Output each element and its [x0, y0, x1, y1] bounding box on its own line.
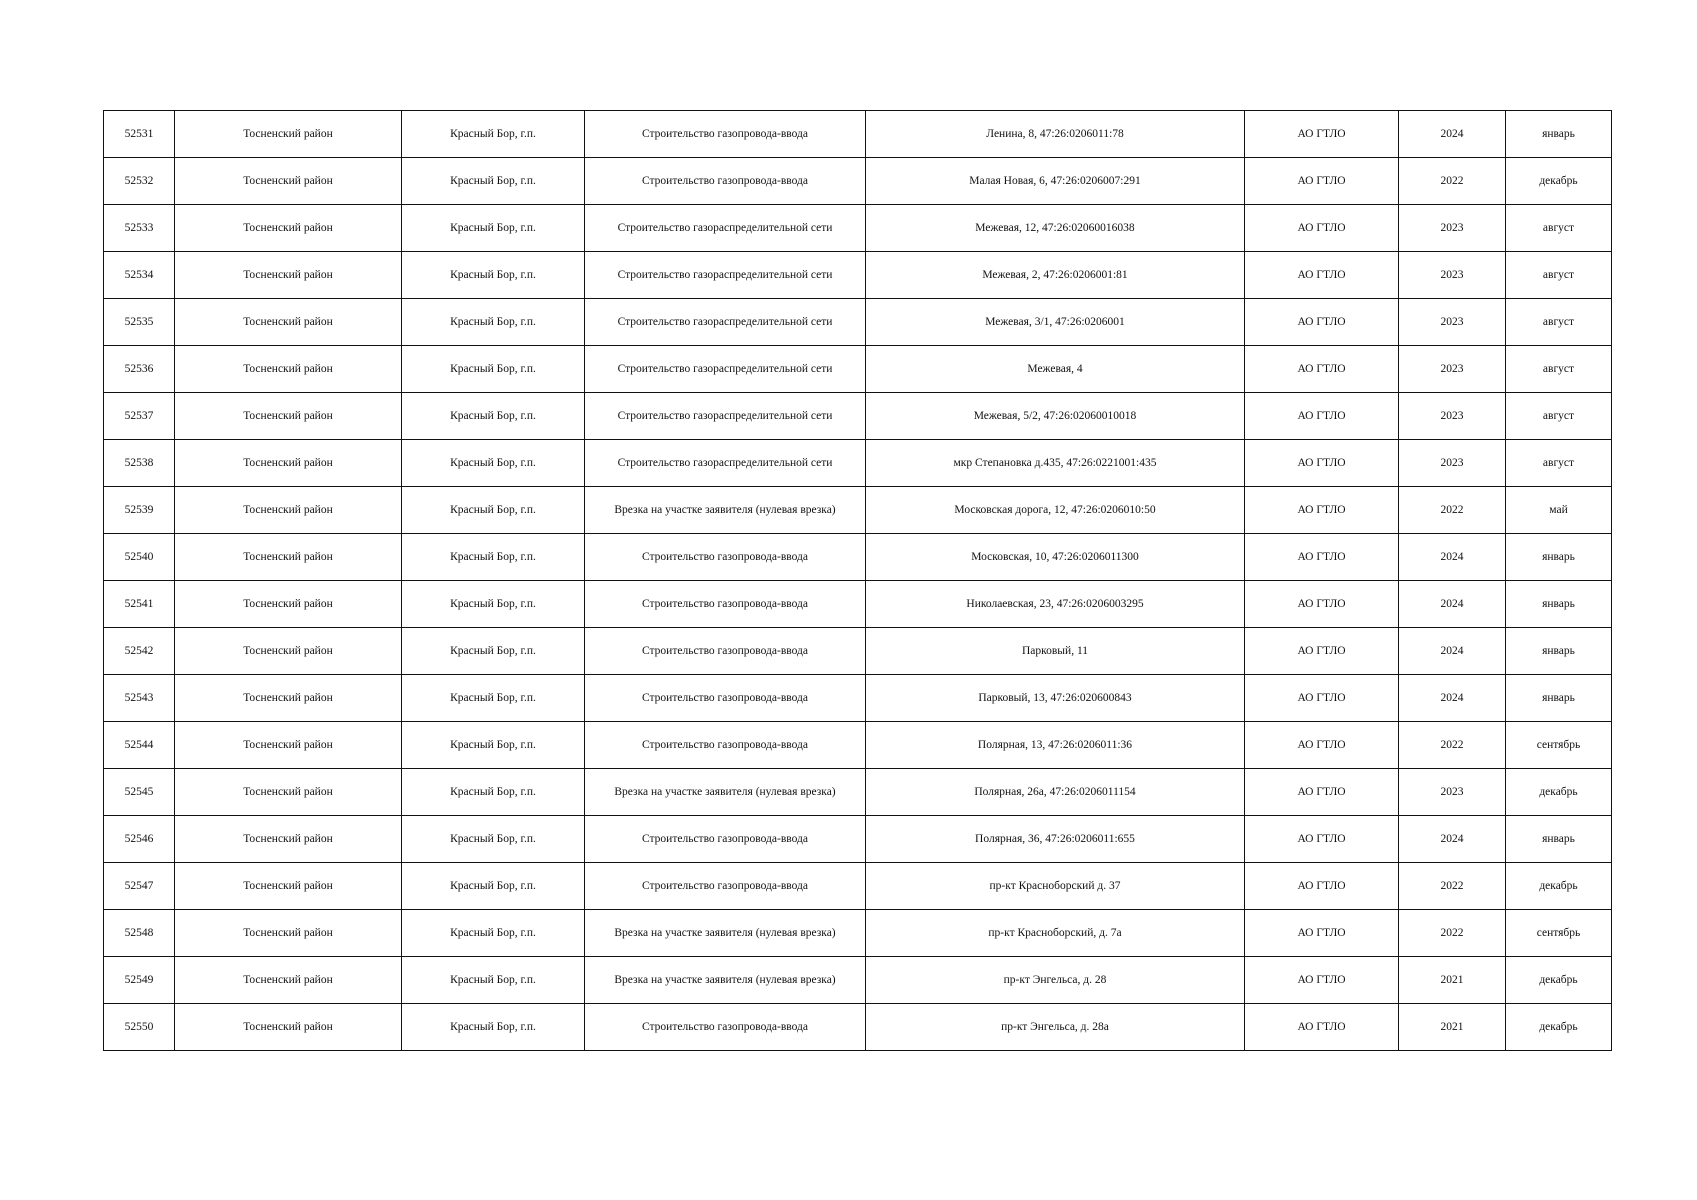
cell-address: пр-кт Красноборский, д. 7а — [866, 910, 1245, 957]
table-row — [104, 675, 1612, 722]
cell-district: Тосненский район — [175, 675, 402, 722]
cell-year: 2024 — [1399, 628, 1506, 675]
cell-id: 52539 — [104, 487, 175, 534]
cell-month: август — [1506, 205, 1612, 252]
table-row — [104, 299, 1612, 346]
cell-settlement: Красный Бор, г.п. — [402, 299, 585, 346]
cell-id: 52536 — [104, 346, 175, 393]
cell-district: Тосненский район — [175, 205, 402, 252]
cell-work-type: Строительство газопровода-ввода — [585, 581, 866, 628]
cell-month: август — [1506, 252, 1612, 299]
cell-id: 52543 — [104, 675, 175, 722]
cell-settlement: Красный Бор, г.п. — [402, 910, 585, 957]
table-row — [104, 722, 1612, 769]
cell-year: 2021 — [1399, 1004, 1506, 1051]
cell-organization: АО ГТЛО — [1245, 111, 1399, 158]
cell-organization: АО ГТЛО — [1245, 487, 1399, 534]
cell-month: сентябрь — [1506, 910, 1612, 957]
cell-address: Николаевская, 23, 47:26:0206003295 — [866, 581, 1245, 628]
cell-organization: АО ГТЛО — [1245, 581, 1399, 628]
cell-district: Тосненский район — [175, 957, 402, 1004]
cell-address: пр-кт Энгельса, д. 28 — [866, 957, 1245, 1004]
cell-year: 2023 — [1399, 252, 1506, 299]
cell-district: Тосненский район — [175, 299, 402, 346]
cell-address: Полярная, 13, 47:26:0206011:36 — [866, 722, 1245, 769]
cell-work-type: Врезка на участке заявителя (нулевая врезка) — [585, 910, 866, 957]
cell-month: август — [1506, 346, 1612, 393]
cell-settlement: Красный Бор, г.п. — [402, 346, 585, 393]
cell-address: Полярная, 36, 47:26:0206011:655 — [866, 816, 1245, 863]
cell-work-type: Строительство газопровода-ввода — [585, 1004, 866, 1051]
cell-id: 52531 — [104, 111, 175, 158]
cell-settlement: Красный Бор, г.п. — [402, 393, 585, 440]
cell-id: 52533 — [104, 205, 175, 252]
table-row — [104, 581, 1612, 628]
cell-organization: АО ГТЛО — [1245, 816, 1399, 863]
table-row — [104, 863, 1612, 910]
cell-district: Тосненский район — [175, 393, 402, 440]
cell-id: 52544 — [104, 722, 175, 769]
cell-work-type: Строительство газопровода-ввода — [585, 722, 866, 769]
cell-work-type: Строительство газораспределительной сети — [585, 393, 866, 440]
cell-year: 2023 — [1399, 346, 1506, 393]
cell-address: Полярная, 26а, 47:26:0206011154 — [866, 769, 1245, 816]
cell-work-type: Строительство газопровода-ввода — [585, 534, 866, 581]
cell-address: Парковый, 13, 47:26:020600843 — [866, 675, 1245, 722]
cell-work-type: Врезка на участке заявителя (нулевая врезка) — [585, 487, 866, 534]
cell-organization: АО ГТЛО — [1245, 957, 1399, 1004]
cell-id: 52546 — [104, 816, 175, 863]
cell-organization: АО ГТЛО — [1245, 205, 1399, 252]
cell-work-type: Строительство газопровода-ввода — [585, 628, 866, 675]
cell-year: 2022 — [1399, 158, 1506, 205]
cell-id: 52535 — [104, 299, 175, 346]
cell-work-type: Строительство газораспределительной сети — [585, 440, 866, 487]
cell-work-type: Строительство газопровода-ввода — [585, 158, 866, 205]
cell-settlement: Красный Бор, г.п. — [402, 440, 585, 487]
cell-address: Ленина, 8, 47:26:0206011:78 — [866, 111, 1245, 158]
table-row — [104, 910, 1612, 957]
table-row — [104, 957, 1612, 1004]
cell-year: 2024 — [1399, 534, 1506, 581]
cell-work-type: Строительство газораспределительной сети — [585, 252, 866, 299]
table-row — [104, 346, 1612, 393]
cell-district: Тосненский район — [175, 769, 402, 816]
cell-organization: АО ГТЛО — [1245, 910, 1399, 957]
cell-id: 52534 — [104, 252, 175, 299]
cell-district: Тосненский район — [175, 863, 402, 910]
cell-organization: АО ГТЛО — [1245, 440, 1399, 487]
cell-id: 52548 — [104, 910, 175, 957]
cell-settlement: Красный Бор, г.п. — [402, 581, 585, 628]
cell-year: 2024 — [1399, 581, 1506, 628]
table-row — [104, 393, 1612, 440]
cell-address: Парковый, 11 — [866, 628, 1245, 675]
cell-address: Межевая, 5/2, 47:26:02060010018 — [866, 393, 1245, 440]
cell-month: декабрь — [1506, 957, 1612, 1004]
cell-district: Тосненский район — [175, 722, 402, 769]
cell-district: Тосненский район — [175, 440, 402, 487]
cell-settlement: Красный Бор, г.п. — [402, 252, 585, 299]
cell-organization: АО ГТЛО — [1245, 722, 1399, 769]
cell-id: 52532 — [104, 158, 175, 205]
table-row — [104, 111, 1612, 158]
cell-address: Межевая, 12, 47:26:02060016038 — [866, 205, 1245, 252]
cell-organization: АО ГТЛО — [1245, 346, 1399, 393]
cell-id: 52537 — [104, 393, 175, 440]
cell-month: май — [1506, 487, 1612, 534]
cell-district: Тосненский район — [175, 111, 402, 158]
cell-organization: АО ГТЛО — [1245, 252, 1399, 299]
cell-address: Межевая, 2, 47:26:0206001:81 — [866, 252, 1245, 299]
table-row — [104, 440, 1612, 487]
cell-work-type: Строительство газопровода-ввода — [585, 111, 866, 158]
cell-district: Тосненский район — [175, 816, 402, 863]
cell-district: Тосненский район — [175, 252, 402, 299]
cell-settlement: Красный Бор, г.п. — [402, 628, 585, 675]
cell-organization: АО ГТЛО — [1245, 158, 1399, 205]
cell-settlement: Красный Бор, г.п. — [402, 769, 585, 816]
cell-settlement: Красный Бор, г.п. — [402, 675, 585, 722]
table-row — [104, 628, 1612, 675]
cell-district: Тосненский район — [175, 346, 402, 393]
cell-address: Межевая, 4 — [866, 346, 1245, 393]
cell-id: 52542 — [104, 628, 175, 675]
cell-settlement: Красный Бор, г.п. — [402, 111, 585, 158]
cell-year: 2021 — [1399, 957, 1506, 1004]
cell-year: 2024 — [1399, 675, 1506, 722]
cell-organization: АО ГТЛО — [1245, 863, 1399, 910]
cell-year: 2023 — [1399, 440, 1506, 487]
cell-work-type: Строительство газопровода-ввода — [585, 863, 866, 910]
cell-address: мкр Степановка д.435, 47:26:0221001:435 — [866, 440, 1245, 487]
table-row — [104, 816, 1612, 863]
cell-year: 2022 — [1399, 863, 1506, 910]
cell-month: декабрь — [1506, 1004, 1612, 1051]
cell-organization: АО ГТЛО — [1245, 628, 1399, 675]
cell-organization: АО ГТЛО — [1245, 299, 1399, 346]
cell-work-type: Строительство газопровода-ввода — [585, 816, 866, 863]
cell-settlement: Красный Бор, г.п. — [402, 816, 585, 863]
cell-district: Тосненский район — [175, 581, 402, 628]
cell-work-type: Врезка на участке заявителя (нулевая врезка) — [585, 769, 866, 816]
cell-year: 2024 — [1399, 111, 1506, 158]
cell-work-type: Строительство газораспределительной сети — [585, 346, 866, 393]
cell-work-type: Строительство газопровода-ввода — [585, 675, 866, 722]
cell-settlement: Красный Бор, г.п. — [402, 534, 585, 581]
table-body — [104, 111, 1612, 1051]
cell-id: 52549 — [104, 957, 175, 1004]
cell-month: январь — [1506, 675, 1612, 722]
cell-month: август — [1506, 393, 1612, 440]
cell-month: январь — [1506, 628, 1612, 675]
cell-id: 52541 — [104, 581, 175, 628]
cell-settlement: Красный Бор, г.п. — [402, 487, 585, 534]
cell-id: 52540 — [104, 534, 175, 581]
table-row — [104, 769, 1612, 816]
cell-district: Тосненский район — [175, 487, 402, 534]
cell-district: Тосненский район — [175, 1004, 402, 1051]
table-row — [104, 158, 1612, 205]
table-row — [104, 205, 1612, 252]
cell-month: январь — [1506, 816, 1612, 863]
cell-month: январь — [1506, 534, 1612, 581]
table-row — [104, 252, 1612, 299]
cell-month: декабрь — [1506, 863, 1612, 910]
cell-work-type: Строительство газораспределительной сети — [585, 205, 866, 252]
table-row — [104, 1004, 1612, 1051]
cell-year: 2023 — [1399, 205, 1506, 252]
cell-year: 2022 — [1399, 910, 1506, 957]
cell-year: 2022 — [1399, 487, 1506, 534]
cell-organization: АО ГТЛО — [1245, 675, 1399, 722]
table-row — [104, 487, 1612, 534]
cell-organization: АО ГТЛО — [1245, 534, 1399, 581]
cell-settlement: Красный Бор, г.п. — [402, 1004, 585, 1051]
cell-id: 52545 — [104, 769, 175, 816]
cell-year: 2024 — [1399, 816, 1506, 863]
cell-year: 2023 — [1399, 393, 1506, 440]
cell-address: Московская, 10, 47:26:0206011300 — [866, 534, 1245, 581]
cell-year: 2023 — [1399, 769, 1506, 816]
cell-address: пр-кт Энгельса, д. 28а — [866, 1004, 1245, 1051]
cell-organization: АО ГТЛО — [1245, 769, 1399, 816]
cell-year: 2023 — [1399, 299, 1506, 346]
cell-id: 52547 — [104, 863, 175, 910]
cell-address: Малая Новая, 6, 47:26:0206007:291 — [866, 158, 1245, 205]
cell-work-type: Строительство газораспределительной сети — [585, 299, 866, 346]
cell-month: август — [1506, 299, 1612, 346]
cell-address: пр-кт Красноборский д. 37 — [866, 863, 1245, 910]
cell-month: январь — [1506, 111, 1612, 158]
cell-district: Тосненский район — [175, 628, 402, 675]
cell-month: август — [1506, 440, 1612, 487]
cell-organization: АО ГТЛО — [1245, 1004, 1399, 1051]
cell-work-type: Врезка на участке заявителя (нулевая врезка) — [585, 957, 866, 1004]
cell-address: Московская дорога, 12, 47:26:0206010:50 — [866, 487, 1245, 534]
cell-month: январь — [1506, 581, 1612, 628]
cell-settlement: Красный Бор, г.п. — [402, 158, 585, 205]
cell-district: Тосненский район — [175, 910, 402, 957]
cell-month: декабрь — [1506, 769, 1612, 816]
cell-settlement: Красный Бор, г.п. — [402, 722, 585, 769]
cell-year: 2022 — [1399, 722, 1506, 769]
gasification-table — [103, 110, 1612, 1051]
cell-id: 52550 — [104, 1004, 175, 1051]
cell-settlement: Красный Бор, г.п. — [402, 957, 585, 1004]
cell-district: Тосненский район — [175, 158, 402, 205]
cell-settlement: Красный Бор, г.п. — [402, 863, 585, 910]
cell-address: Межевая, 3/1, 47:26:0206001 — [866, 299, 1245, 346]
cell-id: 52538 — [104, 440, 175, 487]
cell-organization: АО ГТЛО — [1245, 393, 1399, 440]
table-row — [104, 534, 1612, 581]
cell-month: сентябрь — [1506, 722, 1612, 769]
cell-settlement: Красный Бор, г.п. — [402, 205, 585, 252]
cell-district: Тосненский район — [175, 534, 402, 581]
cell-month: декабрь — [1506, 158, 1612, 205]
